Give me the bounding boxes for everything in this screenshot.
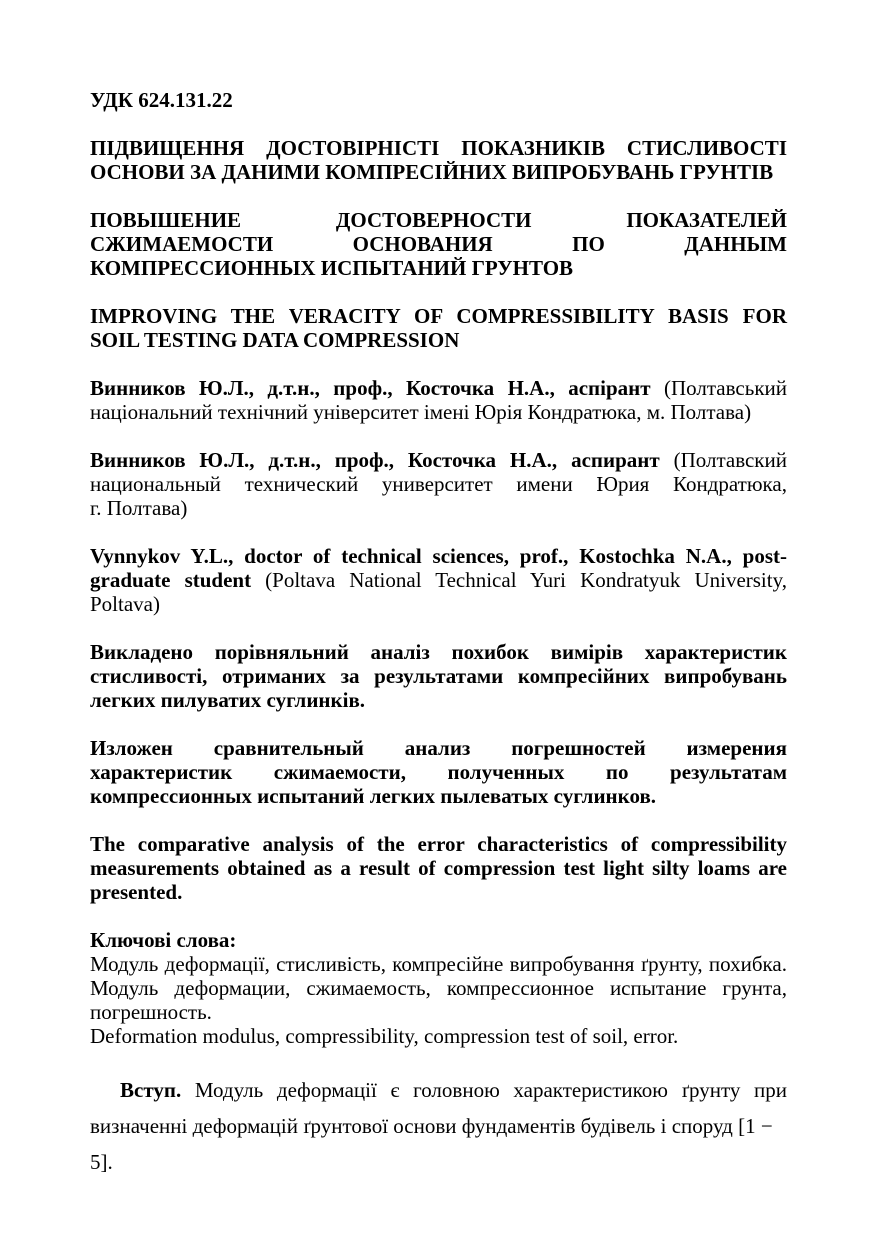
bold-text-segment: компрессионных испытаний легких пылеватых суглинков. [90,784,657,808]
text-line [90,784,787,808]
bold-text-segment: graduate student [90,568,252,592]
bold-text-segment: характеристик сжимаемости, полученных по результатам [90,760,787,784]
bold-text-segment: Винников Ю.Л., д.т.н., проф., Косточка Н.А., аспирант [90,448,660,472]
text-line [90,208,787,232]
bold-text-segment: Винников Ю.Л., д.т.н., проф., Косточка Н.А., аспірант [90,376,651,400]
text-line [90,88,787,112]
text-segment: г. Полтава) [90,496,188,520]
bold-text-segment: легких пилуватих суглинків. [90,688,366,712]
text-line [90,256,787,280]
text-segment: Модуль деформации, сжимаемость, компрессионное испытание грунта, [90,976,787,1000]
text-segment: визначенні деформацій ґрунтової основи фундаментів будівель і споруд [1 − 5]. [90,1114,773,1174]
text-line [90,400,787,424]
text-line [90,952,787,976]
text-line [90,880,787,904]
introduction-paragraph [90,1072,787,1180]
text-line [90,472,787,496]
title-english [90,304,787,352]
bold-text-segment: IMPROVING THE VERACITY OF COMPRESSIBILITY BASIS FOR [90,304,787,328]
keywords-english [90,1024,787,1048]
text-line [90,688,787,712]
title-ukrainian [90,136,787,184]
text-line [90,304,787,328]
authors-russian [90,448,787,520]
text-segment: (Полтавский [659,448,787,472]
text-line [90,1072,787,1108]
text-line [90,376,787,400]
text-segment: Модуль деформації є головною характеристикою ґрунту при [181,1078,787,1102]
bold-text-segment: measurements obtained as a result of compression test light silty loams are [90,856,787,880]
text-segment: (Poltava National Technical Yuri Kondratyuk University, [251,568,787,592]
text-line [90,736,787,760]
keywords-russian [90,976,787,1024]
text-line [90,976,787,1000]
text-line [90,1108,787,1180]
bold-text-segment: SOIL TESTING DATA COMPRESSION [90,328,460,352]
keywords-ukrainian [90,952,787,976]
udc-code [90,88,787,112]
text-line [90,1000,787,1024]
text-segment: (Полтавський [650,376,787,400]
bold-text-segment: УДК 624.131.22 [90,88,233,112]
bold-text-segment: ПОВЫШЕНИЕ ДОСТОВЕРНОСТИ ПОКАЗАТЕЛЕЙ [90,208,787,232]
text-line [90,664,787,688]
text-segment: Deformation modulus, compressibility, compression test of soil, error. [90,1024,679,1048]
abstract-ukrainian [90,640,787,712]
text-line [90,136,787,160]
authors-ukrainian [90,376,787,424]
text-segment: погрешность. [90,1000,212,1024]
bold-text-segment: СЖИМАЕМОСТИ ОСНОВАНИЯ ПО ДАННЫМ [90,232,787,256]
bold-text-segment: Vynnykov Y.L., doctor of technical sciences, prof., Kostochka N.A., post- [90,544,787,568]
text-segment: Poltava) [90,592,160,616]
keywords-section [90,928,787,1048]
text-line [90,832,787,856]
text-line [90,760,787,784]
text-line [90,160,787,184]
text-segment: Модуль деформації, стисливість, компресійне випробування ґрунту, похибка. [90,952,787,976]
text-line [90,928,787,952]
bold-text-segment: presented. [90,880,183,904]
title-russian [90,208,787,280]
bold-text-segment: Ключові слова: [90,928,237,952]
authors-english [90,544,787,616]
bold-text-segment: The comparative analysis of the error characteristics of compressibility [90,832,787,856]
bold-text-segment: стисливості, отриманих за результатами компресійних випробувань [90,664,787,688]
keywords-heading [90,928,787,952]
bold-text-segment: КОМПРЕССИОННЫХ ИСПЫТАНИЙ ГРУНТОВ [90,256,574,280]
text-line [90,856,787,880]
abstract-russian [90,736,787,808]
bold-text-segment: Викладено порівняльний аналіз похибок вимірів характеристик [90,640,787,664]
text-line [90,448,787,472]
text-segment: національний технічний університет імені Юрія Кондратюка, м. Полтава) [90,400,752,424]
text-line [90,544,787,568]
text-line [90,640,787,664]
text-line [90,328,787,352]
bold-text-segment: Вступ. [120,1078,182,1102]
abstract-english [90,832,787,904]
text-line [90,568,787,592]
text-line [90,232,787,256]
bold-text-segment: ОСНОВИ ЗА ДАНИМИ КОМПРЕСІЙНИХ ВИПРОБУВАНЬ ГРУНТІВ [90,160,774,184]
text-line [90,496,787,520]
text-segment: национальный технический университет имени Юрия Кондратюка, [90,472,787,496]
bold-text-segment: ПІДВИЩЕННЯ ДОСТОВІРНІСТІ ПОКАЗНИКІВ СТИСЛИВОСТІ [90,136,787,160]
bold-text-segment: Изложен сравнительный анализ погрешностей измерения [90,736,787,760]
text-line [90,1024,787,1048]
text-line [90,592,787,616]
